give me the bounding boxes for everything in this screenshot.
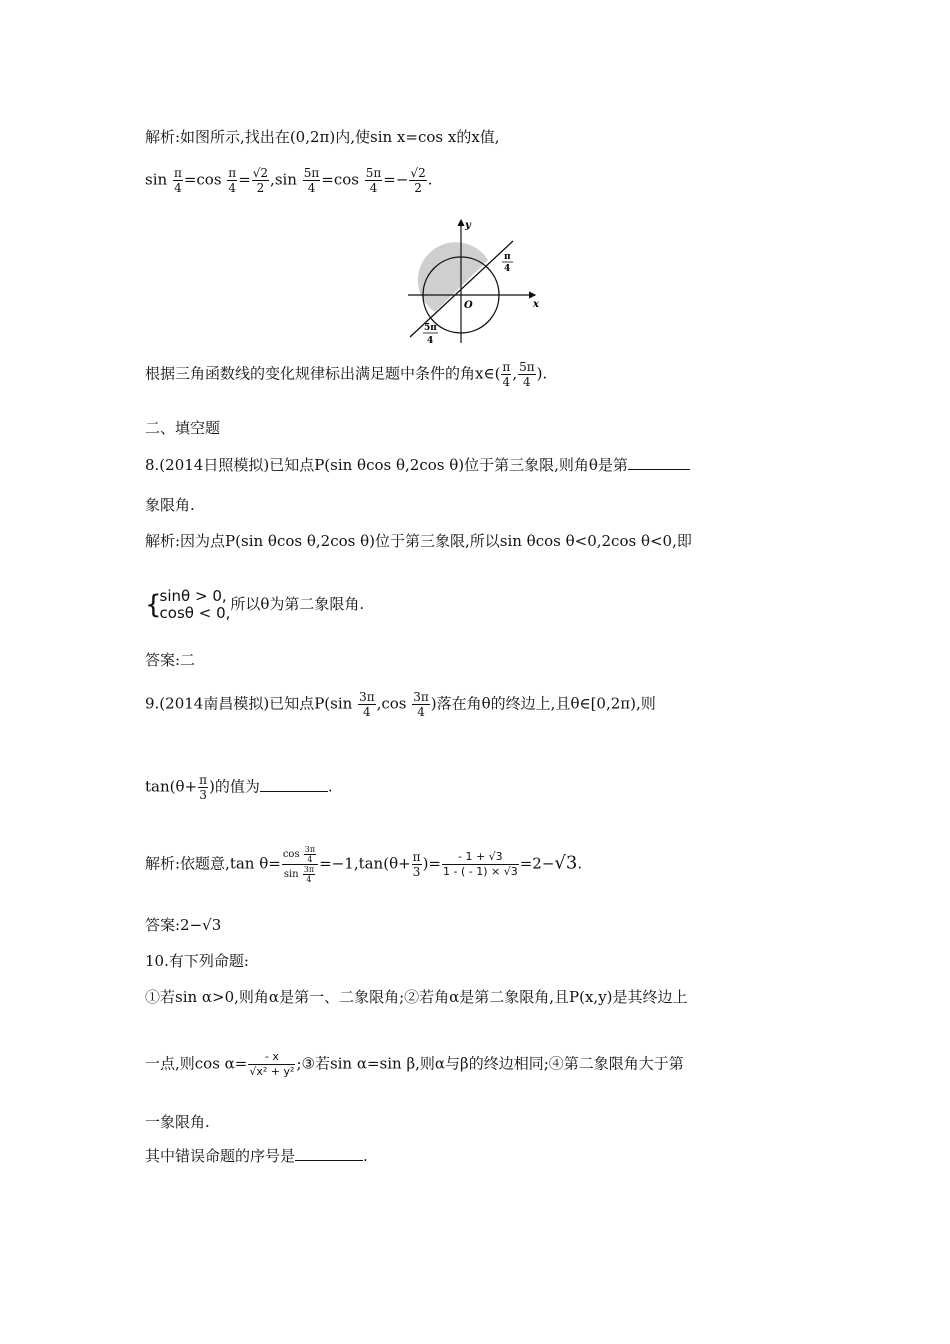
system-brace: { [145, 590, 162, 620]
question-10-title: 10.有下列命题: [145, 952, 249, 970]
section-heading: 二、填空题 [145, 419, 221, 437]
origin-label: O [464, 300, 473, 311]
q8-system: { sinθ > 0, cosθ < 0, 所以θ为第二象限角. [145, 587, 365, 622]
unit-circle-figure [400, 215, 550, 350]
question-8: 8.(2014日照模拟)已知点P(sin θcos θ,2cos θ)位于第三象限,则角θ是第 [145, 455, 690, 475]
equation-line: sin $\frac{\pi}{4}$ =cos $\frac{\pi}{4}$ = $\frac{√2}{2}$ ,sin $\frac{5\pi}{4}$ =cos $\frac{5\pi}{4}$ =− $\frac{√2}{2}$ . [145, 166, 433, 195]
y-axis-label: y [465, 220, 471, 231]
angle-label-pi: π [504, 252, 511, 262]
question-10-line2: 一点,则cos α= $\frac{- x}{\text{√x² + y²}}$ ;③若sin α=sin β,则α与β的终边相同;④第二象限角大于第 [145, 1050, 684, 1078]
question-10-line4: 其中错误命题的序号是 . [145, 1147, 368, 1165]
shaded-region [418, 242, 488, 312]
q8-analysis: 解析:因为点P(sin θcos θ,2cos θ)位于第三象限,所以sin θcos θ<0,2cos θ<0,即 [145, 532, 692, 550]
answer-blank [628, 455, 690, 470]
conclusion-line: 根据三角函数线的变化规律标出满足题中条件的角x∈( $\frac{\pi}{4}$ , $\frac{5\pi}{4}$ ). [145, 360, 548, 389]
question-8-cont: 象限角. [145, 496, 195, 514]
question-10-line3: 一象限角. [145, 1113, 210, 1131]
q8-answer: 答案:二 [145, 651, 196, 669]
svg-text:4: 4 [427, 336, 434, 346]
question-10-line1: ①若sin α>0,则角α是第一、二象限角;②若角α是第二象限角,且P(x,y)是其终边上 [145, 988, 688, 1006]
question-9: 9.(2014南昌模拟)已知点P(sin $\frac{3\pi}{4}$ ,cos $\frac{3\pi}{4}$ )落在角θ的终边上,且θ∈[0,2π),则 [145, 690, 656, 719]
angle-label-5pi: 5π [424, 323, 437, 333]
analysis-line: 解析:如图所示,找出在(0,2π)内,使sin x=cos x的x值, [145, 128, 500, 146]
q9-analysis: 解析:依题意,tan θ= cos $\frac{3\pi}{4}$ sin $\frac{3\pi}{4}$ =−1,tan(θ+ $\frac{\pi}{3}$ )= $\frac{- 1 + √3}{1 - ( - 1) \times √3}$ =2−√3. [145, 845, 583, 884]
x-axis-label: x [533, 299, 539, 310]
answer-blank [295, 1146, 363, 1161]
svg-text:4: 4 [504, 264, 511, 274]
question-9-cont: tan(θ+ $\frac{\pi}{3}$ )的值为 . [145, 773, 333, 802]
q9-answer: 答案:2−√3 [145, 916, 222, 934]
answer-blank [260, 777, 328, 792]
